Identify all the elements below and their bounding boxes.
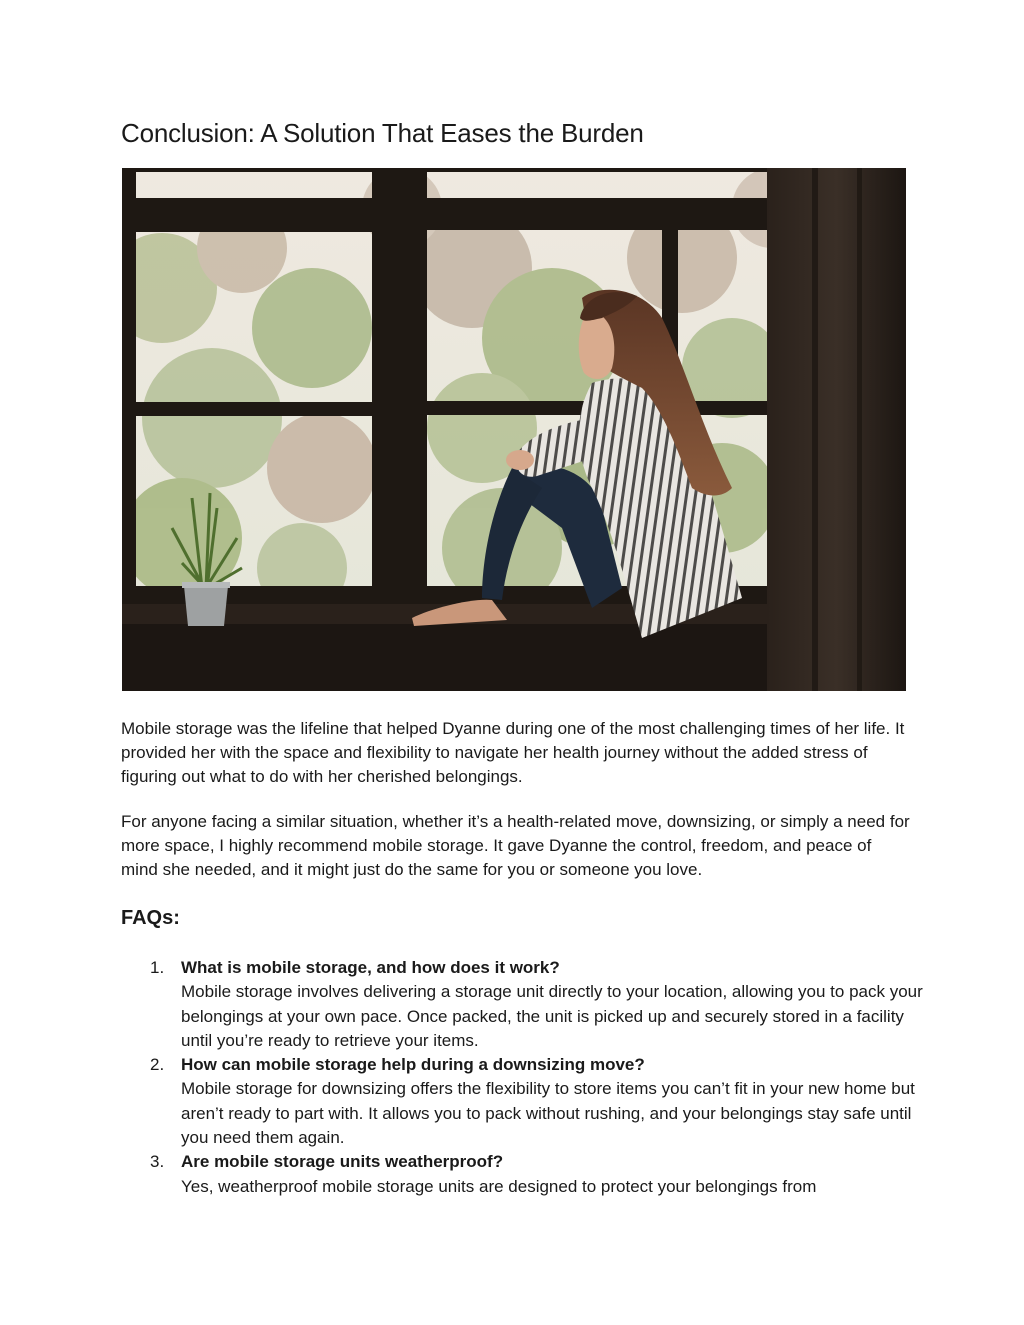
faq-item [0, 956, 1024, 1053]
faq-number: 1. [150, 958, 165, 977]
faq-number: 2. [150, 1055, 165, 1075]
faq-item [0, 1053, 1024, 1150]
faq-list [0, 956, 1024, 1199]
faq-item [0, 1150, 1024, 1199]
faq-answer: Mobile storage involves delivering a storage unit directly to your location, allowing you to pack your belongings at your own pace. Once packed, the unit is picked up and securely stored in a facility until you’re ready to retrieve your items. [181, 982, 923, 1050]
faq-question: How can mobile storage help during a downsizing move? [181, 1055, 645, 1075]
faq-question: Are mobile storage units weatherproof? [181, 1152, 504, 1172]
page-title: Conclusion: A Solution That Eases the Burden [121, 118, 644, 148]
faq-heading: FAQs: [121, 907, 180, 929]
faq-answer: Yes, weatherproof mobile storage units are designed to protect your belongings from [181, 1176, 817, 1196]
conclusion-paragraph-1: Mobile storage was the lifeline that helped Dyanne during one of the most challenging times of her life. It provided her with the space and flexibility to navigate her health journey without the added stress of figuring out what to do with her cherished belongings. [121, 719, 905, 786]
photo-woman-sitting-by-window-icon [122, 168, 906, 691]
faq-answer: Mobile storage for downsizing offers the flexibility to store items you can’t fit in your new home but aren’t ready to part with. It allows you to pack without rushing, and your belongings stay safe until you need them again. [181, 1079, 915, 1148]
faq-question: What is mobile storage, and how does it work? [181, 958, 560, 977]
faq-number: 3. [150, 1152, 165, 1172]
conclusion-paragraph-2: For anyone facing a similar situation, whether it’s a health-related move, downsizing, or simply a need for more space, I highly recommend mobile storage. It gave Dyanne the control, freedom, and peace of mind she needed, and it might just do the same for you or someone you love. [121, 812, 910, 879]
hero-photo [122, 168, 906, 691]
